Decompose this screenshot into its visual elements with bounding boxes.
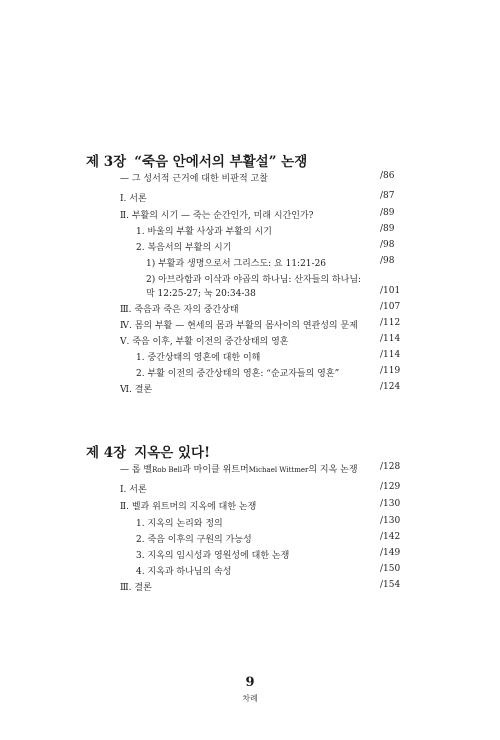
toc-entry: 2. 복음서의 부활의 시기 bbox=[136, 243, 232, 253]
toc-page: /98 bbox=[380, 240, 395, 250]
toc-page: /119 bbox=[380, 366, 401, 376]
toc-entry: Ⅱ. 벨과 위트머의 지옥에 대한 논쟁 bbox=[120, 502, 257, 512]
toc-entry: Ⅰ. 서론 bbox=[120, 194, 147, 204]
toc-entry: 4. 지옥과 하나님의 속성 bbox=[136, 567, 232, 577]
chapter-4-subtitle-page: /128 bbox=[380, 462, 401, 472]
toc-page: /89 bbox=[380, 224, 395, 234]
toc-entry: 1) 부활과 생명으로서 그리스도: 요 11:21-26 bbox=[146, 259, 327, 269]
page-number: 9 bbox=[245, 675, 255, 690]
toc-entry: Ⅱ. 부활의 시기 — 죽는 순간인가, 미래 시간인가? bbox=[120, 211, 314, 221]
subtitle-part: — 롭 벨 bbox=[120, 465, 153, 475]
chapter-4-title: 지옥은 있다! bbox=[134, 445, 211, 461]
toc-entry: Ⅳ. 몸의 부활 — 현세의 몸과 부활의 몸사이의 연관성의 문제 bbox=[120, 321, 358, 331]
toc-page: /130 bbox=[380, 499, 401, 509]
toc-page: /98 bbox=[380, 256, 395, 266]
toc-entry: 1. 지옥의 논리와 정의 bbox=[136, 519, 223, 529]
toc-page: /101 bbox=[380, 286, 401, 296]
subtitle-part: 의 지옥 논쟁 bbox=[308, 465, 358, 475]
toc-page: /114 bbox=[380, 350, 401, 360]
toc-entry: Ⅵ. 결론 bbox=[120, 385, 153, 395]
toc-entry: 2) 아브라함과 이삭과 야곱의 하나님: 산자들의 하나님: bbox=[146, 275, 362, 285]
toc-page: /107 bbox=[380, 302, 401, 312]
chapter-3-heading bbox=[86, 150, 307, 170]
toc-entry-continued: 막 12:25-27; 눅 20:34-38 bbox=[146, 289, 256, 299]
chapter-3-subtitle: — 그 성서적 근거에 대한 비판적 고찰 bbox=[120, 174, 268, 184]
chapter-4-heading bbox=[86, 441, 210, 461]
toc-entry: Ⅰ. 서론 bbox=[120, 485, 147, 495]
chapter-3-number: 제 3장 bbox=[86, 154, 127, 170]
subtitle-english-name: Michael Wittmer bbox=[248, 466, 309, 474]
toc-page: /114 bbox=[380, 334, 401, 344]
toc-page: /89 bbox=[380, 208, 395, 218]
toc-entry: Ⅲ. 결론 bbox=[120, 583, 152, 593]
toc-page: /129 bbox=[380, 482, 401, 492]
running-footer-label: 차례 bbox=[242, 694, 258, 703]
toc-entry: 1. 바울의 부활 사상과 부활의 시기 bbox=[136, 227, 272, 237]
toc-entry: 2. 죽음 이후의 구원의 가능성 bbox=[136, 535, 252, 545]
chapter-4-subtitle bbox=[120, 462, 358, 475]
subtitle-part: 과 마이클 위트머 bbox=[182, 465, 249, 475]
toc-page: /154 bbox=[380, 580, 401, 590]
toc-page: /124 bbox=[380, 382, 401, 392]
subtitle-english-name: Rob Bell bbox=[152, 466, 183, 474]
chapter-4-number: 제 4장 bbox=[86, 445, 127, 461]
toc-page: /112 bbox=[380, 318, 401, 328]
toc-entry: 3. 지옥의 임시성과 영원성에 대한 논쟁 bbox=[136, 551, 290, 561]
toc-page: /142 bbox=[380, 532, 401, 542]
toc-page: /87 bbox=[380, 191, 395, 201]
toc-page: /149 bbox=[380, 548, 401, 558]
chapter-3-subtitle-page: /86 bbox=[380, 171, 395, 181]
toc-entry: Ⅲ. 죽음과 죽은 자의 중간상태 bbox=[120, 305, 239, 315]
toc-page: /130 bbox=[380, 516, 401, 526]
chapter-3-title: “죽음 안에서의 부활설” 논쟁 bbox=[134, 154, 308, 170]
toc-entry: 1. 중간상태의 영혼에 대한 이해 bbox=[136, 353, 261, 363]
toc-entry: Ⅴ. 죽음 이후, 부활 이전의 중간상태의 영혼 bbox=[120, 337, 289, 347]
toc-page: /150 bbox=[380, 564, 401, 574]
toc-entry: 2. 부활 이전의 중간상태의 영혼: “순교자들의 영혼” bbox=[136, 369, 340, 379]
